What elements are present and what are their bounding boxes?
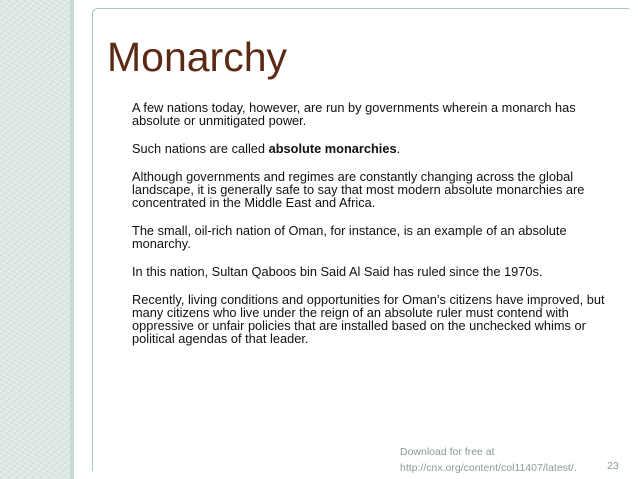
bullet-text: Recently, living conditions and opportunities for Oman’s citizens have improved, but many citizens who live under the reign of an absolute ruler must contend with oppressive or unfair policies that are installed based on the unchecked whims or political agendas of that leader. bbox=[132, 292, 605, 346]
bullet-text: Such nations are called bbox=[132, 141, 269, 156]
footer-line-download: Download for free at bbox=[400, 446, 495, 458]
decorative-sidebar bbox=[0, 0, 70, 479]
bullet-text: Although governments and regimes are constantly changing across the global landscape, it is generally safe to say that most modern absolute monarchies are concentrated in the Middle East and Africa. bbox=[132, 169, 585, 210]
bullet-list bbox=[110, 101, 615, 388]
bullet-item bbox=[110, 170, 615, 209]
bullet-item bbox=[110, 142, 615, 155]
bullet-item bbox=[110, 265, 615, 278]
bullet-bold-text: absolute monarchies bbox=[268, 141, 397, 156]
bullet-text: In this nation, Sultan Qaboos bin Said Al Said has ruled since the 1970s. bbox=[132, 264, 543, 279]
bullet-item bbox=[110, 293, 615, 345]
bullet-text: The small, oil-rich nation of Oman, for instance, is an example of an absolute monarchy. bbox=[132, 223, 567, 251]
page-number: 23 bbox=[607, 460, 619, 472]
bullet-item bbox=[110, 101, 615, 127]
slide-title: Monarchy bbox=[107, 34, 288, 80]
bullet-item-empty bbox=[110, 360, 615, 373]
bullet-item bbox=[110, 224, 615, 250]
footer-attribution bbox=[400, 444, 580, 476]
bullet-text-after: . bbox=[396, 141, 401, 156]
bullet-text: A few nations today, however, are run by governments wherein a monarch has absolute or unmitigated power. bbox=[132, 100, 576, 128]
footer-line-url[interactable]: http://cnx.org/content/col11407/latest/. bbox=[400, 462, 577, 474]
sidebar-edge bbox=[70, 0, 74, 479]
